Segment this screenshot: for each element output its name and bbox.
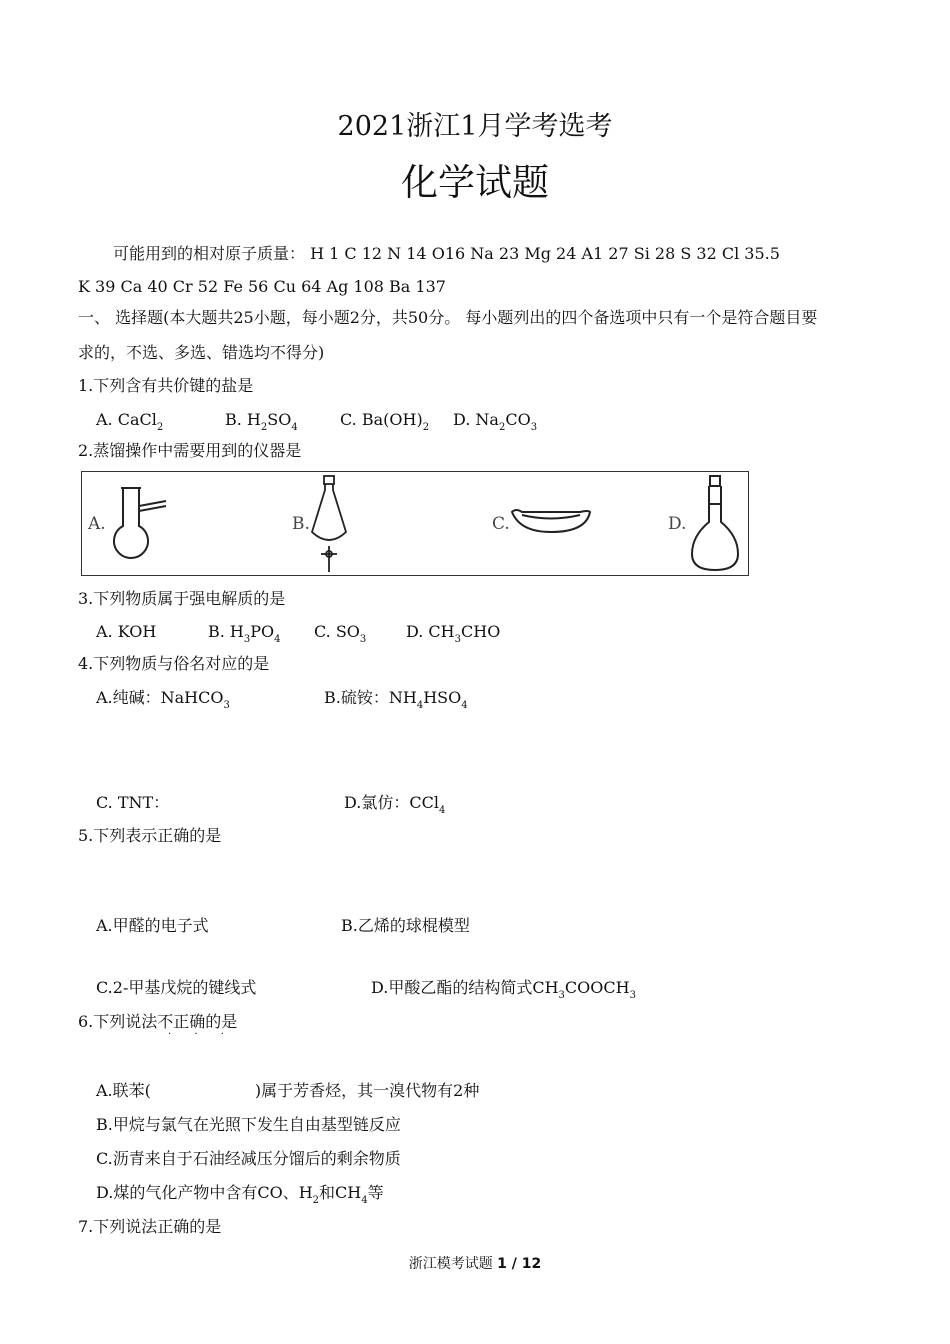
apparatus-figure xyxy=(81,471,749,576)
question-1-option-b: B. $H_2SO_4$ xyxy=(225,410,298,433)
question-6-option-d: D.煤的气化产物中含有CO、$H_2$和$CH_4$等 xyxy=(96,1183,384,1206)
question-4-option-a: A.纯碱：NaHCO$_3$ xyxy=(96,688,230,711)
question-3-option-a: A. KOH xyxy=(96,622,157,641)
question-6-stem: 6.下列说法不正确的是 xyxy=(78,1012,238,1031)
figure-label-b: B. xyxy=(292,514,310,534)
question-1-option-a: A. CaCl$_2$ xyxy=(96,410,164,433)
section-instructions-line-2: 求的，不选、多选、错选均不得分) xyxy=(78,343,325,362)
question-4-option-d: D.氯仿：CCl$_4$ xyxy=(344,793,446,816)
question-1-option-c: C. $Ba(OH)_2$ xyxy=(340,410,430,433)
question-5-option-a: A.甲醛的电子式 xyxy=(96,916,209,935)
question-6-option-a: A.联苯( )属于芳香烃，其一溴代物有2种 xyxy=(96,1081,480,1100)
figure-label-c: C. xyxy=(492,514,510,534)
footer-label: 浙江模考试题 xyxy=(408,1256,493,1272)
question-5-option-d: D.甲酸乙酯的结构简式$CH_3COOCH_3$ xyxy=(371,978,636,1001)
section-instructions-line-1: 一、 选择题(本大题共25小题，每小题2分，共50分。 每小题列出的四个备选项中只有一个是符合题目要 xyxy=(78,308,818,327)
question-3-option-b: B. $H_3PO_4$ xyxy=(208,622,281,645)
separatory-funnel-icon xyxy=(308,474,352,574)
atomic-masses-line-1: 可能用到的相对原子质量： H 1 C 12 N 14 O16 Na 23 Mg 24 A1 27 Si 28 S 32 Cl 35.5 xyxy=(113,244,780,263)
question-5-option-c: C.2-甲基戊烷的键线式 xyxy=(96,978,257,997)
question-1-option-d: D. $Na_2CO_3$ xyxy=(453,410,538,433)
question-4-option-b: B.硫铵：$NH_4HSO_4$ xyxy=(324,688,468,711)
question-6-option-c: C.沥青来自于石油经减压分馏后的剩余物质 xyxy=(96,1149,401,1168)
question-4-stem: 4.下列物质与俗名对应的是 xyxy=(78,654,270,673)
question-3-option-d: D. $CH_3CHO$ xyxy=(406,622,501,645)
emphasis-dots: · · · xyxy=(168,1029,234,1040)
figure-label-d: D. xyxy=(668,514,687,534)
question-6-option-b: B.甲烷与氯气在光照下发生自由基型链反应 xyxy=(96,1115,401,1134)
evaporating-dish-icon xyxy=(508,502,594,536)
question-7-stem: 7.下列说法正确的是 xyxy=(78,1217,222,1236)
page-footer xyxy=(0,1253,950,1273)
question-3-option-c: C. $SO_3$ xyxy=(314,622,367,645)
question-2-stem: 2.蒸馏操作中需要用到的仪器是 xyxy=(78,441,302,460)
question-4-option-c: C. TNT： xyxy=(96,793,170,812)
atomic-masses-line-2: K 39 Ca 40 Cr 52 Fe 56 Cu 64 Ag 108 Ba 137 xyxy=(78,277,446,296)
figure-label-a: A. xyxy=(88,514,106,534)
question-1-stem: 1.下列含有共价键的盐是 xyxy=(78,376,254,395)
distillation-flask-icon xyxy=(104,480,174,572)
question-5-option-b: B.乙烯的球棍模型 xyxy=(341,916,470,935)
page-number: 1 / 12 xyxy=(497,1256,542,1272)
volumetric-flask-icon xyxy=(686,474,746,576)
page-subtitle: 化学试题 xyxy=(401,161,549,204)
question-3-stem: 3.下列物质属于强电解质的是 xyxy=(78,589,286,608)
page-title: 2021浙江1月学考选考 xyxy=(337,111,613,142)
question-5-stem: 5.下列表示正确的是 xyxy=(78,826,222,845)
